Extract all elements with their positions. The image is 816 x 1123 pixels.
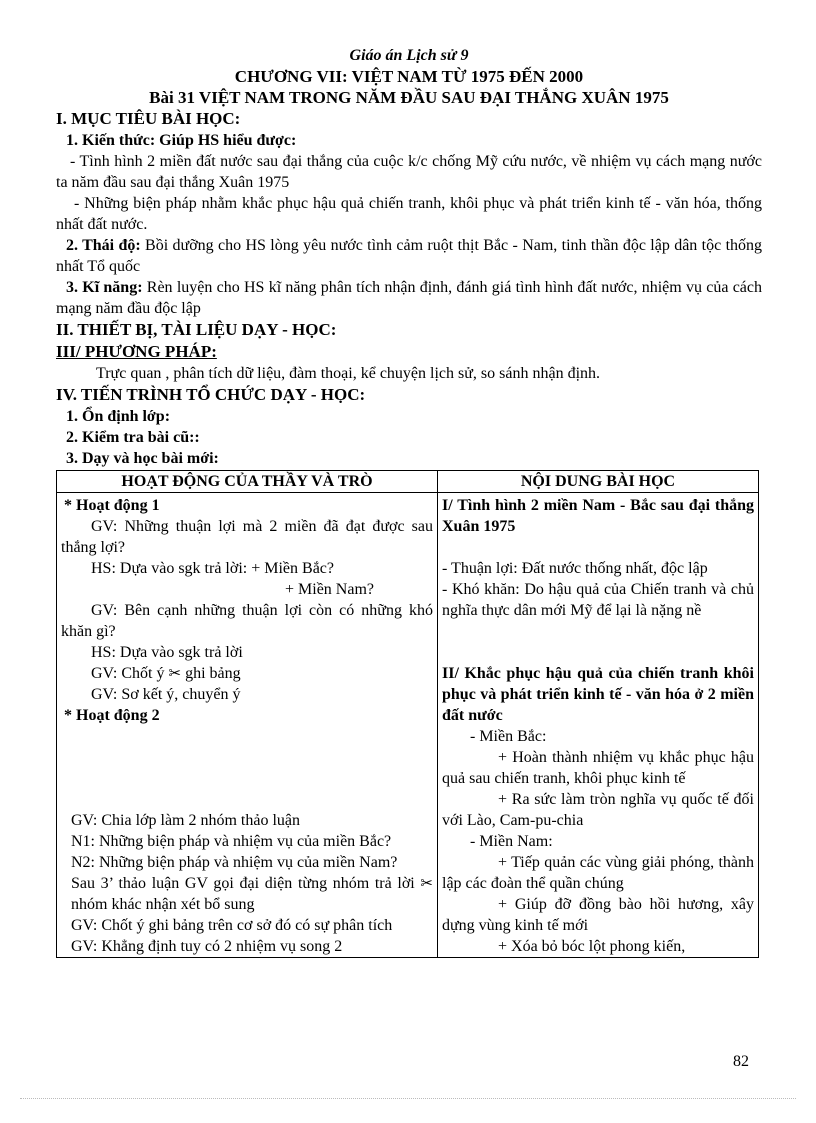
south-task-1: + Tiếp quản các vùng giải phóng, thành lập các đoàn thể quần chúng <box>442 854 754 892</box>
step-2: 2. Kiểm tra bài cũ:: <box>66 429 200 446</box>
doc-title: Giáo án Lịch sử 9 <box>349 47 469 64</box>
lesson-activity-table <box>56 470 759 958</box>
column-header-content: NỘI DUNG BÀI HỌC <box>438 471 759 493</box>
north-task-2: + Ra sức làm tròn nghĩa vụ quốc tế đối với Lào, Cam-pu-chia <box>442 791 754 829</box>
page-divider <box>20 1098 796 1099</box>
skill-paragraph <box>56 277 762 319</box>
attitude-text: Bồi dưỡng cho HS lòng yêu nước tình cảm ruột thịt Bắc - Nam, tinh thần độc lập dân tộc thống nhất Tổ quốc <box>56 237 763 275</box>
step-1: 1. Ổn định lớp: <box>66 408 171 425</box>
teacher-discussion: Sau 3’ thảo luận GV gọi đại diện từng nhóm trả lời ✂ nhóm khác nhận xét bổ sung <box>71 874 433 913</box>
column-header-activities: HOẠT ĐỘNG CỦA THẦY VÀ TRÒ <box>57 471 438 493</box>
table-row <box>57 493 759 958</box>
spacer <box>61 726 433 810</box>
step-3: 3. Dạy và học bài mới: <box>66 450 219 467</box>
scissors-icon: ✂ <box>168 664 182 682</box>
skill-label: 3. Kĩ năng: <box>66 279 143 296</box>
knowledge-point-1: - Tình hình 2 miền đất nước sau đại thắng của cuộc k/c chống Mỹ cứu nước, về nhiệm vụ cách mạng nước ta năm đầu sau đại thắng Xuân 1975 <box>56 153 762 191</box>
lesson-page <box>56 46 762 958</box>
activities-cell <box>57 493 438 958</box>
page-number: 82 <box>733 1053 749 1070</box>
knowledge-label: 1. Kiến thức: Giúp HS hiểu được: <box>66 132 297 149</box>
spacer <box>442 621 754 663</box>
content-heading-2: II/ Khắc phục hậu quả của chiến tranh khôi phục và phát triển kinh tế - văn hóa ở 2 miền đất nước <box>442 665 754 724</box>
student-answer-1a: HS: Dựa vào sgk trả lời: + Miền Bắc? <box>91 560 334 577</box>
teacher-question-2: GV: Bên cạnh những thuận lợi còn có những khó khăn gì? <box>61 602 433 640</box>
content-cell <box>438 493 759 958</box>
south-task-2: + Giúp đỡ đồng bào hồi hương, xây dựng vùng kinh tế mới <box>442 896 754 934</box>
north-task-1: + Hoàn thành nhiệm vụ khắc phục hậu quả sau chiến tranh, khôi phục kinh tế <box>442 749 754 787</box>
teacher-conclude-2: GV: Chốt ý ghi bảng trên cơ sở đó có sự phân tích <box>71 917 393 934</box>
section-equipment-heading: II. THIẾT BỊ, TÀI LIỆU DẠY - HỌC: <box>56 320 337 339</box>
attitude-paragraph <box>56 235 762 277</box>
teacher-group-task: GV: Chia lớp làm 2 nhóm thảo luận <box>71 812 301 829</box>
section-objectives-heading: I. MỤC TIÊU BÀI HỌC: <box>56 109 241 128</box>
skill-text: Rèn luyện cho HS kĩ năng phân tích nhận định, đánh giá tình hình đất nước, nhiệm vụ của cách mạng năm đầu độc lập <box>56 279 763 317</box>
spacer <box>442 537 754 558</box>
lesson-title: Bài 31 VIỆT NAM TRONG NĂM ĐẦU SAU ĐẠI THẮNG XUÂN 1975 <box>149 88 669 107</box>
group-1-question: N1: Những biện pháp và nhiệm vụ của miền Bắc? <box>71 833 392 850</box>
activity-1-label: * Hoạt động 1 <box>64 497 160 514</box>
south-task-3: + Xóa bỏ bóc lột phong kiến, <box>498 938 686 955</box>
group-2-question: N2: Những biện pháp và nhiệm vụ của miền Nam? <box>71 854 398 871</box>
south-label: - Miền Nam: <box>470 833 553 850</box>
attitude-label: 2. Thái độ: <box>66 237 141 254</box>
chapter-title: CHƯƠNG VII: VIỆT NAM TỪ 1975 ĐẾN 2000 <box>234 67 584 86</box>
student-answer-2: HS: Dựa vào sgk trả lời <box>91 644 243 661</box>
difficulties: - Khó khăn: Do hậu quả của Chiến tranh và chủ nghĩa thực dân mới Mỹ để lại là nặng nề <box>442 581 754 619</box>
student-answer-1b: + Miền Nam? <box>285 581 374 598</box>
table-header-row <box>57 471 759 493</box>
north-label: - Miền Bắc: <box>470 728 547 745</box>
scissors-icon: ✂ <box>420 874 433 892</box>
method-text: Trực quan , phân tích dữ liệu, đàm thoại, kể chuyện lịch sử, so sánh nhận định. <box>96 365 601 382</box>
section-process-heading: IV. TIẾN TRÌNH TỔ CHỨC DẠY - HỌC: <box>56 385 366 404</box>
teacher-question-1: GV: Những thuận lợi mà 2 miền đã đạt được sau thắng lợi? <box>61 518 433 556</box>
content-heading-1: I/ Tình hình 2 miền Nam - Bắc sau đại thắng Xuân 1975 <box>442 497 754 535</box>
teacher-summary: GV: Sơ kết ý, chuyển ý <box>91 686 241 703</box>
advantages: - Thuận lợi: Đất nước thống nhất, độc lập <box>442 560 708 577</box>
activity-2-label: * Hoạt động 2 <box>64 707 160 724</box>
section-method-heading: III/ PHƯƠNG PHÁP: <box>56 342 217 361</box>
knowledge-point-2: - Những biện pháp nhằm khắc phục hậu quả chiến tranh, khôi phục và phát triển kinh tế - văn hóa, thống nhất đất nước. <box>56 195 762 233</box>
teacher-affirm: GV: Khẳng định tuy có 2 nhiệm vụ song 2 <box>71 938 343 955</box>
teacher-conclude-1: GV: Chốt ý ✂ ghi bảng <box>91 664 241 682</box>
